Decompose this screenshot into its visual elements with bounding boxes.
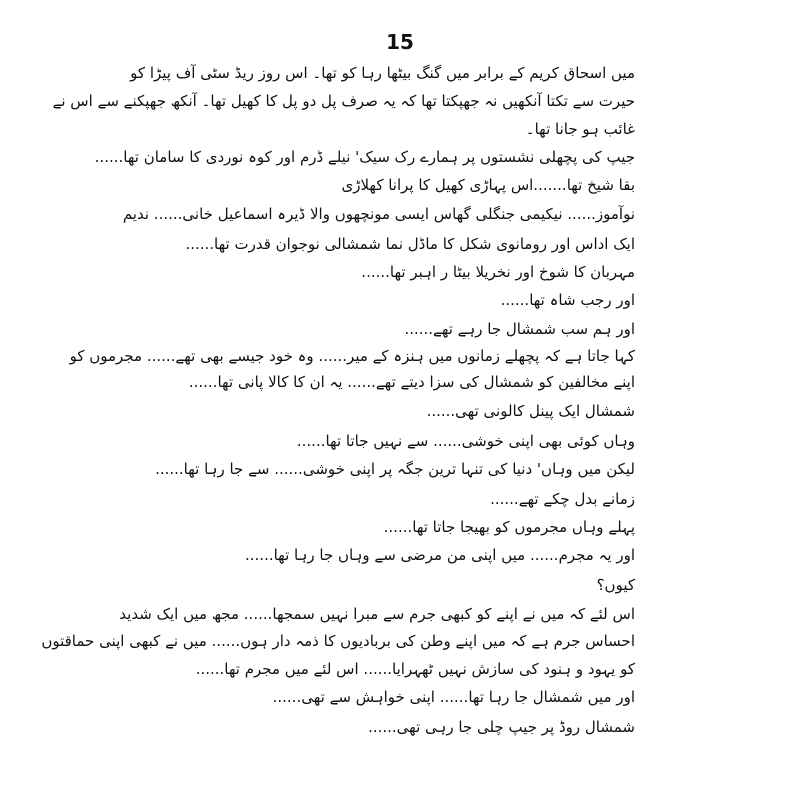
text-line: کہا جاتا ہے کہ پچھلے زمانوں میں ہنزہ کے میر...... وہ خود جیسے بھی تھے...... مجرموں کو bbox=[69, 347, 635, 365]
text-line: لیکن میں وہاں' دنیا کی تنہا ترین جگہ پر اپنی خوشی...... سے جا رہا تھا...... bbox=[155, 460, 635, 478]
text-line: حیرت سے تکتا آنکھیں نہ جھپکتا تھا کہ یہ صرف پل دو پل کا کھیل تھا۔ آنکھ جھپکنے سے اس نے bbox=[52, 92, 635, 110]
text-line: پہلے وہاں مجرموں کو بھیجا جاتا تھا...... bbox=[383, 518, 635, 536]
text-line: شمشال ایک پینل کالونی تھی...... bbox=[426, 402, 635, 420]
text-line: میں اسحاق کریم کے برابر میں گنگ بیٹھا رہا کو تھا۔ اس روز ریڈ سٹی آف پیڑا کو bbox=[130, 64, 635, 82]
text-line: اور یہ مجرم...... میں اپنی من مرضی سے وہاں جا رہا تھا...... bbox=[245, 546, 635, 564]
text-line: بقا شیخ تھا.......اس پہاڑی کھیل کا پرانا کھلاڑی bbox=[341, 176, 635, 194]
text-line: شمشال روڈ پر جیپ چلی جا رہی تھی...... bbox=[368, 718, 635, 736]
text-line: کو یہود و ہنود کی سازش نہیں ٹھہرایا...... اس لئے میں مجرم تھا...... bbox=[195, 660, 635, 678]
page-number: 15 bbox=[386, 30, 414, 54]
text-line: احساس جرم ہے کہ میں اپنے وطن کی بربادیوں کا ذمہ دار ہوں...... میں نے کبھی اپنی حماقتوں bbox=[41, 632, 635, 650]
text-line: اور رجب شاہ تھا...... bbox=[500, 291, 635, 309]
text-line: اس لئے کہ میں نے اپنے کو کبھی جرم سے مبرا نہیں سمجھا...... مجھ میں ایک شدید bbox=[119, 605, 635, 623]
text-line: وہاں کوئی بھی اپنی خوشی...... سے نہیں جاتا تھا...... bbox=[296, 432, 635, 450]
text-line: اور میں شمشال جا رہا تھا...... اپنی خواہش سے تھی...... bbox=[272, 688, 635, 706]
text-line: غائب ہو جانا تھا۔ bbox=[525, 120, 635, 138]
text-line: مہربان کا شوخ اور نخریلا بیٹا ر اہبر تھا...... bbox=[361, 263, 635, 281]
text-line: زمانے بدل چکے تھے...... bbox=[490, 490, 635, 508]
text-line: جیپ کی پچھلی نشستوں پر ہمارے رک سیک' نیلے ڈرم اور کوہ نوردی کا سامان تھا...... bbox=[94, 148, 635, 166]
text-line: اپنے مخالفین کو شمشال کی سزا دیتے تھے...... یہ ان کا کالا پانی تھا...... bbox=[188, 373, 635, 391]
text-line: نوآموز...... نیکیمی جنگلی گھاس ایسی مونچھوں والا ڈیرہ اسماعیل خانی...... ندیم bbox=[122, 205, 635, 223]
text-line: ایک اداس اور رومانوی شکل کا ماڈل نما شمشالی نوجوان قدرت تھا...... bbox=[185, 235, 635, 253]
text-line: اور ہم سب شمشال جا رہے تھے...... bbox=[404, 320, 635, 338]
text-line: کیوں؟ bbox=[596, 576, 635, 594]
